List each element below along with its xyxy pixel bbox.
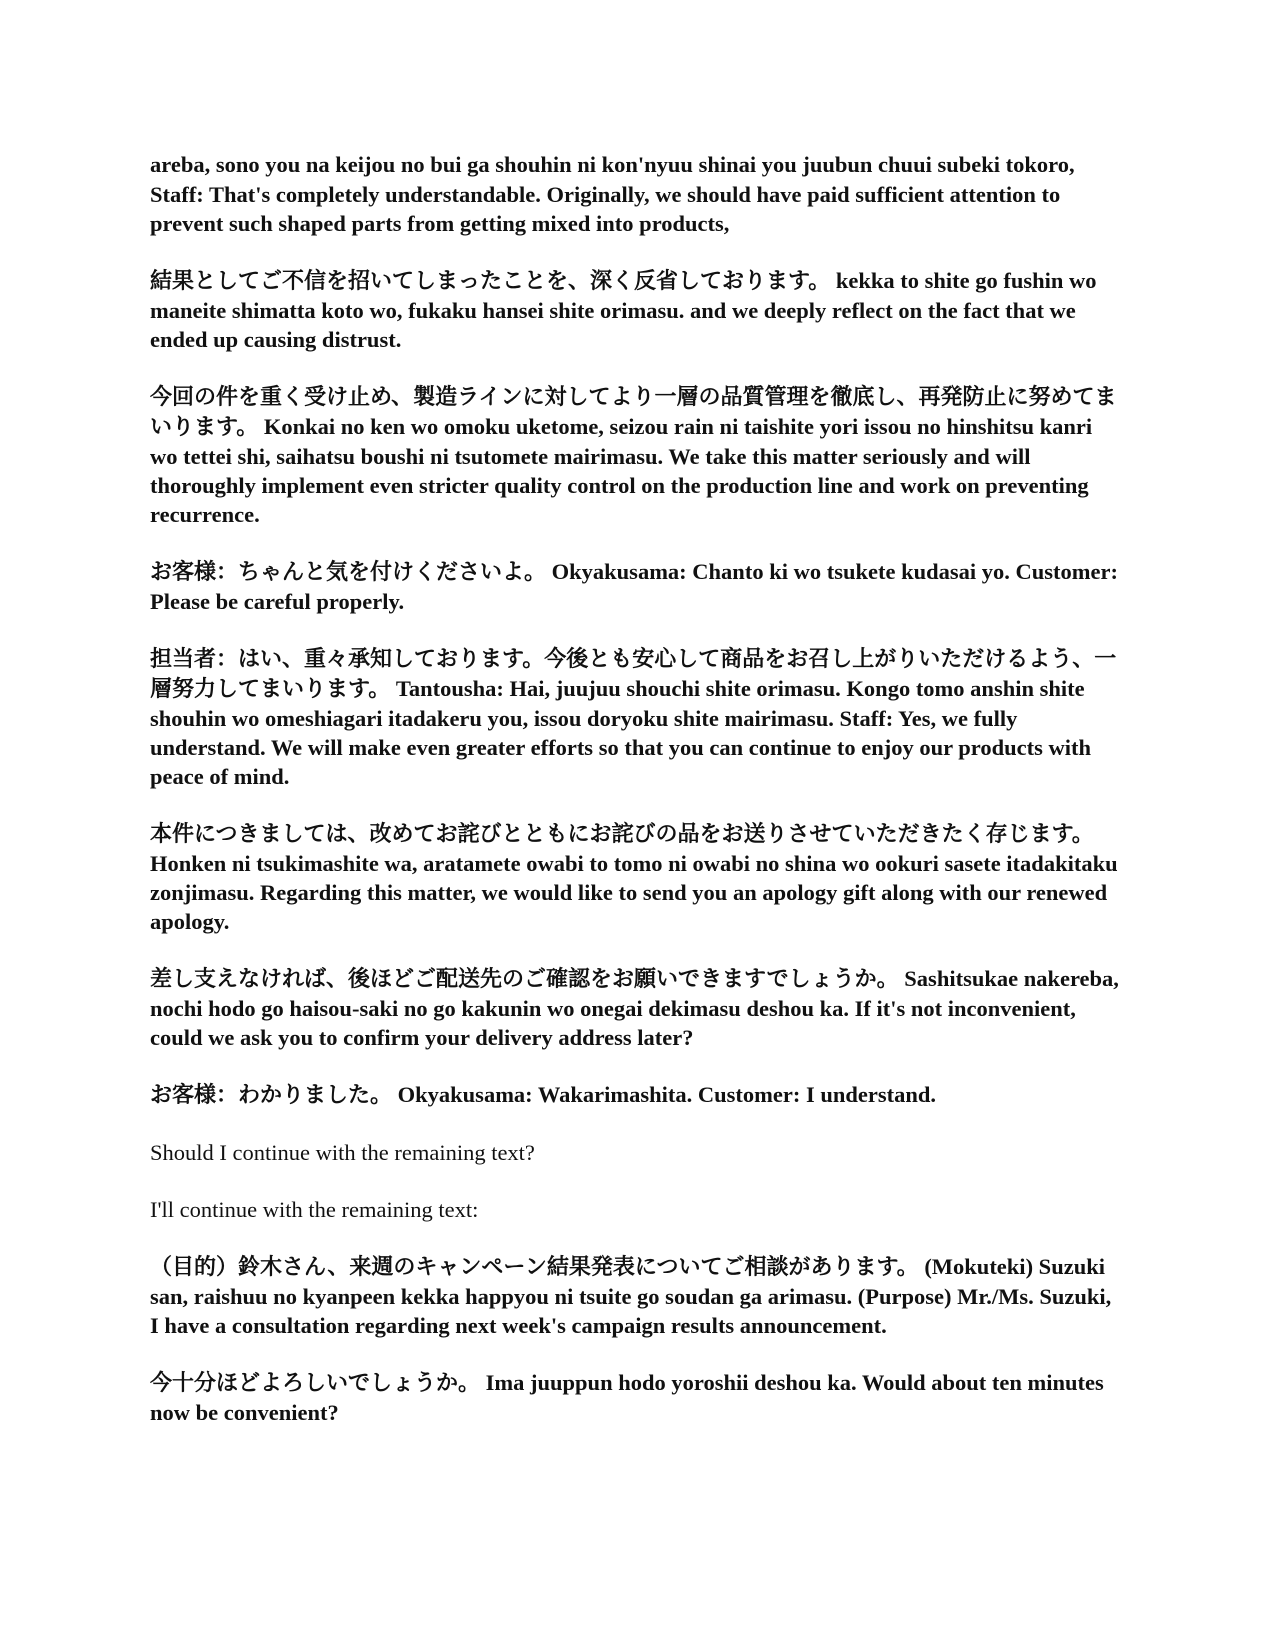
continue-statement: I'll continue with the remaining text: <box>150 1197 479 1222</box>
paragraph-japanese: お客様：わかりました。 <box>150 1083 393 1108</box>
paragraph-8 <box>150 1080 1125 1110</box>
paragraph-translation: Ima juuppun hodo yoroshii deshou ka. Would about ten minutes now be convenient? <box>150 1370 1104 1425</box>
paragraph-9 <box>150 1252 1125 1340</box>
paragraph-3 <box>150 382 1125 529</box>
paragraph-2 <box>150 266 1125 354</box>
paragraph-translation: Sashitsukae nakereba, nochi hodo go haisou-saki no go kakunin wo onegai dekimasu deshou ka. If it's not inconvenient, could we ask you to confirm your delivery address later? <box>150 966 1119 1050</box>
paragraph-7 <box>150 964 1125 1052</box>
paragraph-4 <box>150 557 1125 616</box>
paragraph-translation: Okyakusama: Wakarimashita. Customer: I understand. <box>392 1082 937 1107</box>
paragraph-1 <box>150 150 1125 238</box>
paragraph-japanese: 差し支えなければ、後ほどご配送先のご確認をお願いできますでしょうか。 <box>150 967 899 992</box>
continue-question: Should I continue with the remaining text? <box>150 1140 535 1165</box>
paragraph-translation: areba, sono you na keijou no bui ga shouhin ni kon'nyuu shinai you juubun chuui subeki tokoro, Staff: That's completely understandable. Originally, we should have paid sufficient attention to prevent such shaped parts from getting mixed into products, <box>150 152 1075 236</box>
paragraph-translation: kekka to shite go fushin wo maneite shimatta koto wo, fukaku hansei shite orimasu. and we deeply reflect on the fact that we ended up causing distrust. <box>150 268 1097 352</box>
paragraph-japanese: 担当者：はい、重々承知しております。今後とも安心して商品をお召し上がりいただけるよう、一層努力してまいります。 <box>150 647 1117 702</box>
paragraph-6 <box>150 819 1125 936</box>
paragraph-japanese: 本件につきましては、改めてお詫びとともにお詫びの品をお送りさせていただきたく存じます。 <box>150 822 1094 847</box>
paragraph-translation: Konkai no ken wo omoku uketome, seizou rain ni taishite yori issou no hinshitsu kanri wo tettei shi, saihatsu boushi ni tsutomete mairimasu. We take this matter seriously and will thoroughly implement even stricter quality control on the production line and work on preventing recurrence. <box>150 414 1093 527</box>
paragraph-5 <box>150 644 1125 791</box>
paragraph-translation: Honken ni tsukimashite wa, aratamete owabi to tomo ni owabi no shina wo ookuri sasete itadakitaku zonjimasu. Regarding this matter, we would like to send you an apology gift along with our renewed apology. <box>150 851 1118 934</box>
paragraph-japanese: 今十分ほどよろしいでしょうか。 <box>150 1371 481 1396</box>
paragraph-translation: (Mokuteki) Suzuki san, raishuu no kyanpeen kekka happyou ni tsuite go soudan ga arimasu. (Purpose) Mr./Ms. Suzuki, I have a consultation regarding next week's campaign results announcement. <box>150 1254 1112 1338</box>
paragraph-japanese: 結果としてご不信を招いてしまったことを、深く反省しております。 <box>150 269 831 294</box>
paragraph-translation: Okyakusama: Chanto ki wo tsukete kudasai yo. Customer: Please be careful properly. <box>150 559 1118 614</box>
document-page <box>150 150 1125 1455</box>
paragraph-japanese: 今回の件を重く受け止め、製造ラインに対してより一層の品質管理を徹底し、再発防止に努めてまいります。 <box>150 385 1117 440</box>
paragraph-translation: Tantousha: Hai, juujuu shouchi shite orimasu. Kongo tomo anshin shite shouhin wo omeshiagari itadakeru you, issou doryoku shite mairimasu. Staff: Yes, we fully understand. We will make even greater efforts so that you can continue to enjoy our products with peace of mind. <box>150 676 1092 789</box>
paragraph-japanese: （目的）鈴木さん、来週のキャンペーン結果発表についてご相談があります。 <box>150 1255 919 1280</box>
paragraph-japanese: お客様：ちゃんと気を付けくださいよ。 <box>150 560 547 585</box>
paragraph-10 <box>150 1368 1125 1427</box>
